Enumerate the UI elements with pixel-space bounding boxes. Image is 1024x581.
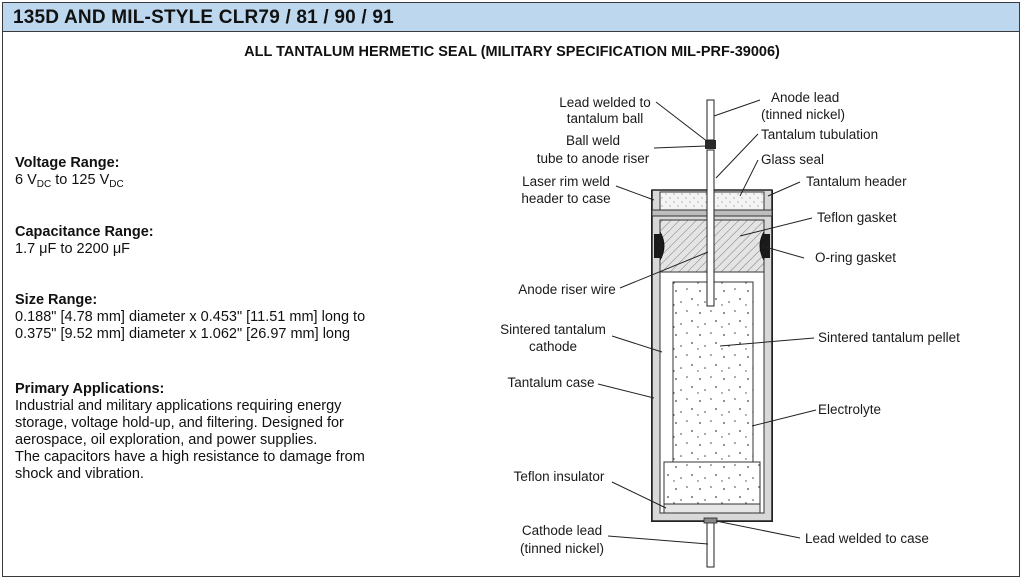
electrolyte-lower-shape — [664, 462, 760, 504]
label-lead-welded-ball: Lead welded to — [559, 95, 651, 110]
applications-line: shock and vibration. — [15, 466, 144, 482]
label-tantalum-case: Tantalum case — [507, 375, 595, 390]
label-tantalum-tubulation: Tantalum tubulation — [761, 127, 879, 142]
teflon-insulator-shape — [664, 504, 760, 513]
label-oring-gasket: O-ring gasket — [815, 250, 897, 265]
label-glass-seal: Glass seal — [761, 152, 825, 167]
label-teflon-gasket: Teflon gasket — [817, 210, 897, 225]
label-tantalum-header: Tantalum header — [806, 174, 907, 189]
label-sintered-pellet: Sintered tantalum pellet — [818, 330, 960, 345]
label-laser-rim-weld: header to case — [521, 191, 611, 206]
applications-line: storage, voltage hold-up, and filtering. Designed for — [15, 415, 344, 431]
label-cathode-lead: Cathode lead — [521, 523, 603, 538]
voltage-range-label: Voltage Range: — [15, 155, 120, 171]
capacitance-range-label: Capacitance Range: — [15, 224, 154, 240]
label-sintered-cathode: cathode — [528, 339, 578, 354]
label-sintered-cathode: Sintered tantalum — [500, 322, 606, 337]
label-anode-lead: (tinned nickel) — [761, 107, 846, 122]
cathode-weld-shape — [704, 518, 717, 523]
section-subtitle: ALL TANTALUM HERMETIC SEAL (MILITARY SPECIFICATION MIL-PRF-39006) — [244, 44, 780, 60]
applications-line: aerospace, oil exploration, and power supplies. — [15, 432, 318, 448]
size-range-line-2: 0.375" [9.52 mm] diameter x 1.062" [26.97 mm] long — [15, 326, 351, 342]
label-ball-weld: Ball weld — [565, 133, 621, 148]
label-lead-welded-ball: tantalum ball — [566, 111, 644, 126]
applications-line: Industrial and military applications requiring energy — [15, 398, 342, 414]
label-electrolyte: Electrolyte — [818, 402, 882, 417]
size-range-label: Size Range: — [15, 292, 98, 308]
label-cathode-lead: (tinned nickel) — [519, 541, 605, 556]
page-title: 135D AND MIL-STYLE CLR79 / 81 / 90 / 91 — [13, 7, 394, 28]
label-ball-weld: tube to anode riser — [536, 151, 650, 166]
size-range-line-1: 0.188" [4.78 mm] diameter x 0.453" [11.51 mm] long to — [15, 309, 366, 325]
voltage-range-value: 6 $V_{DC}$ to 125 $V_{DC}$ — [15, 172, 124, 190]
anode-riser-wire-shape — [707, 150, 714, 306]
sintered-pellet-shape — [673, 282, 753, 462]
applications-line: The capacitors have a high resistance to damage from — [15, 449, 365, 465]
right-labels — [761, 90, 960, 546]
applications-label: Primary Applications: — [15, 381, 165, 397]
anode-lead-shape — [707, 100, 714, 140]
label-anode-riser-wire: Anode riser wire — [518, 282, 616, 297]
left-labels — [500, 95, 651, 556]
label-anode-lead: Anode lead — [771, 90, 840, 105]
capacitance-range-value: 1.7 μF to 2200 μF — [15, 241, 131, 257]
label-teflon-insulator: Teflon insulator — [513, 469, 605, 484]
label-lead-welded-case: Lead welded to case — [805, 531, 929, 546]
label-laser-rim-weld: Laser rim weld — [522, 174, 610, 189]
cathode-lead-shape — [707, 521, 714, 567]
